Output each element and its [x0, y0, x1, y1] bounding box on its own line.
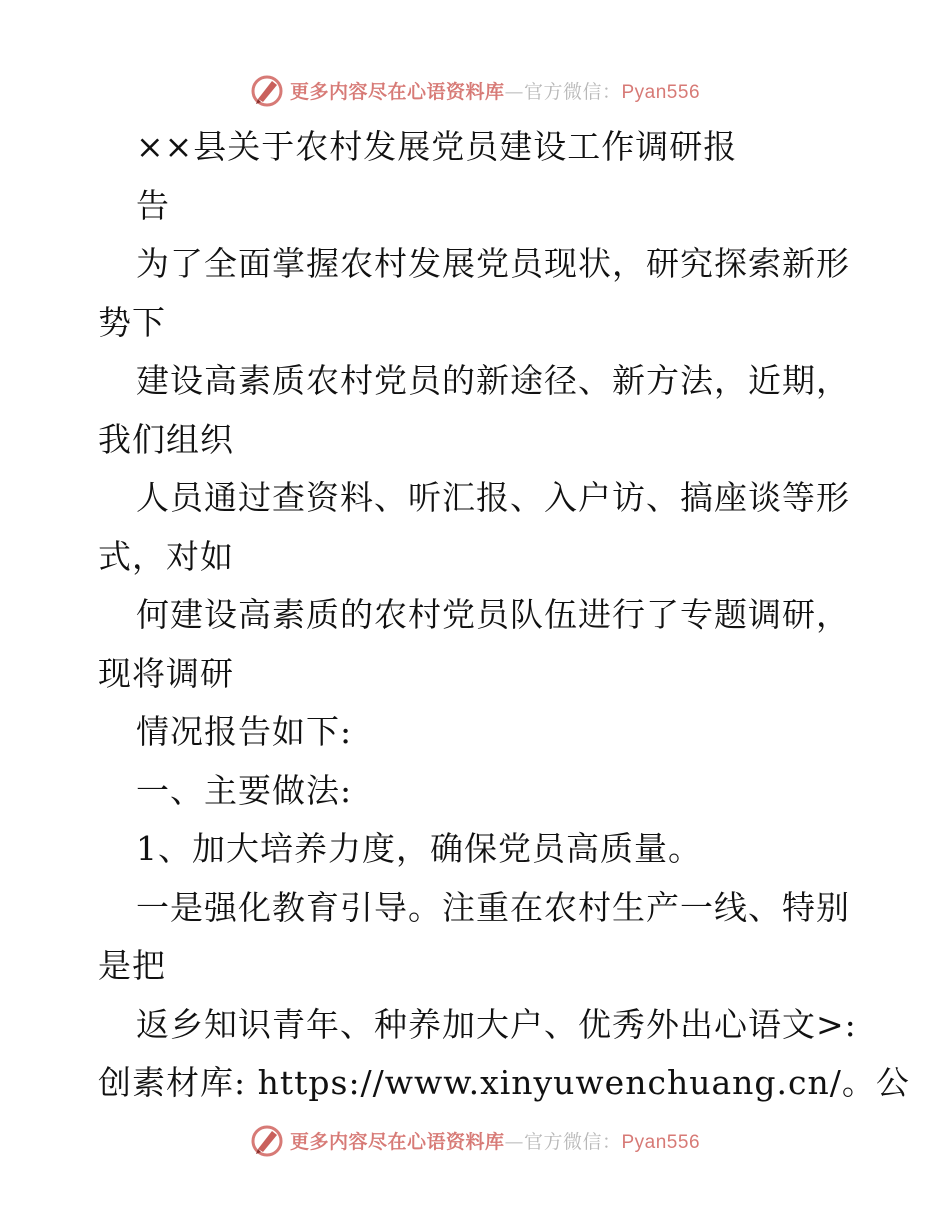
- watermark-label: 官方微信：: [523, 1130, 622, 1153]
- footer-watermark: [0, 1120, 950, 1160]
- paragraph-line: 返乡知识青年、种养加大户、优秀外出心语文>:: [136, 1004, 857, 1044]
- paragraph-line: 势下: [98, 302, 166, 342]
- watermark-separator: —: [504, 1130, 524, 1153]
- paragraph-line: 何建设高素质的农村党员队伍进行了专题调研，: [136, 595, 850, 634]
- paragraph-line: 现将调研: [98, 653, 234, 693]
- watermark-text: [290, 1127, 700, 1154]
- watermark-label: 官方微信：: [523, 80, 622, 103]
- paragraph-line: 创素材库: https://www.xinyuwenchuang.cn/。公: [98, 1063, 910, 1102]
- subsection-heading: 1、加大培养力度，确保党员高质量。: [136, 829, 702, 868]
- watermark-id: Pyan556: [621, 81, 701, 103]
- watermark-main: 更多内容尽在心语资料库: [289, 80, 505, 103]
- paragraph-line: 人员通过查资料、听汇报、入户访、搞座谈等形: [136, 478, 850, 517]
- watermark-id: Pyan556: [621, 1131, 701, 1153]
- paragraph-line: 一是强化教育引导。注重在农村生产一线、特别: [136, 887, 850, 927]
- pen-logo-icon: [250, 1123, 284, 1157]
- section-heading: 一、主要做法:: [136, 770, 353, 810]
- paragraph-line: 情况报告如下:: [136, 712, 353, 751]
- paragraph-line: 式，对如: [98, 536, 234, 576]
- paragraph-line: 为了全面掌握农村发展党员现状，研究探索新形: [136, 244, 850, 283]
- paragraph-line: 是把: [98, 946, 166, 985]
- watermark-text: [290, 77, 700, 104]
- watermark-main: 更多内容尽在心语资料库: [289, 1130, 505, 1153]
- document-body: [98, 118, 910, 1113]
- watermark-separator: —: [504, 80, 524, 103]
- title-line: 告: [136, 185, 170, 225]
- paragraph-line: 我们组织: [98, 419, 234, 459]
- pen-logo-icon: [250, 73, 284, 107]
- paragraph-line: 建设高素质农村党员的新途径、新方法，近期，: [136, 361, 850, 400]
- title-line: ××县关于农村发展党员建设工作调研报: [136, 127, 738, 166]
- header-watermark: [0, 70, 950, 110]
